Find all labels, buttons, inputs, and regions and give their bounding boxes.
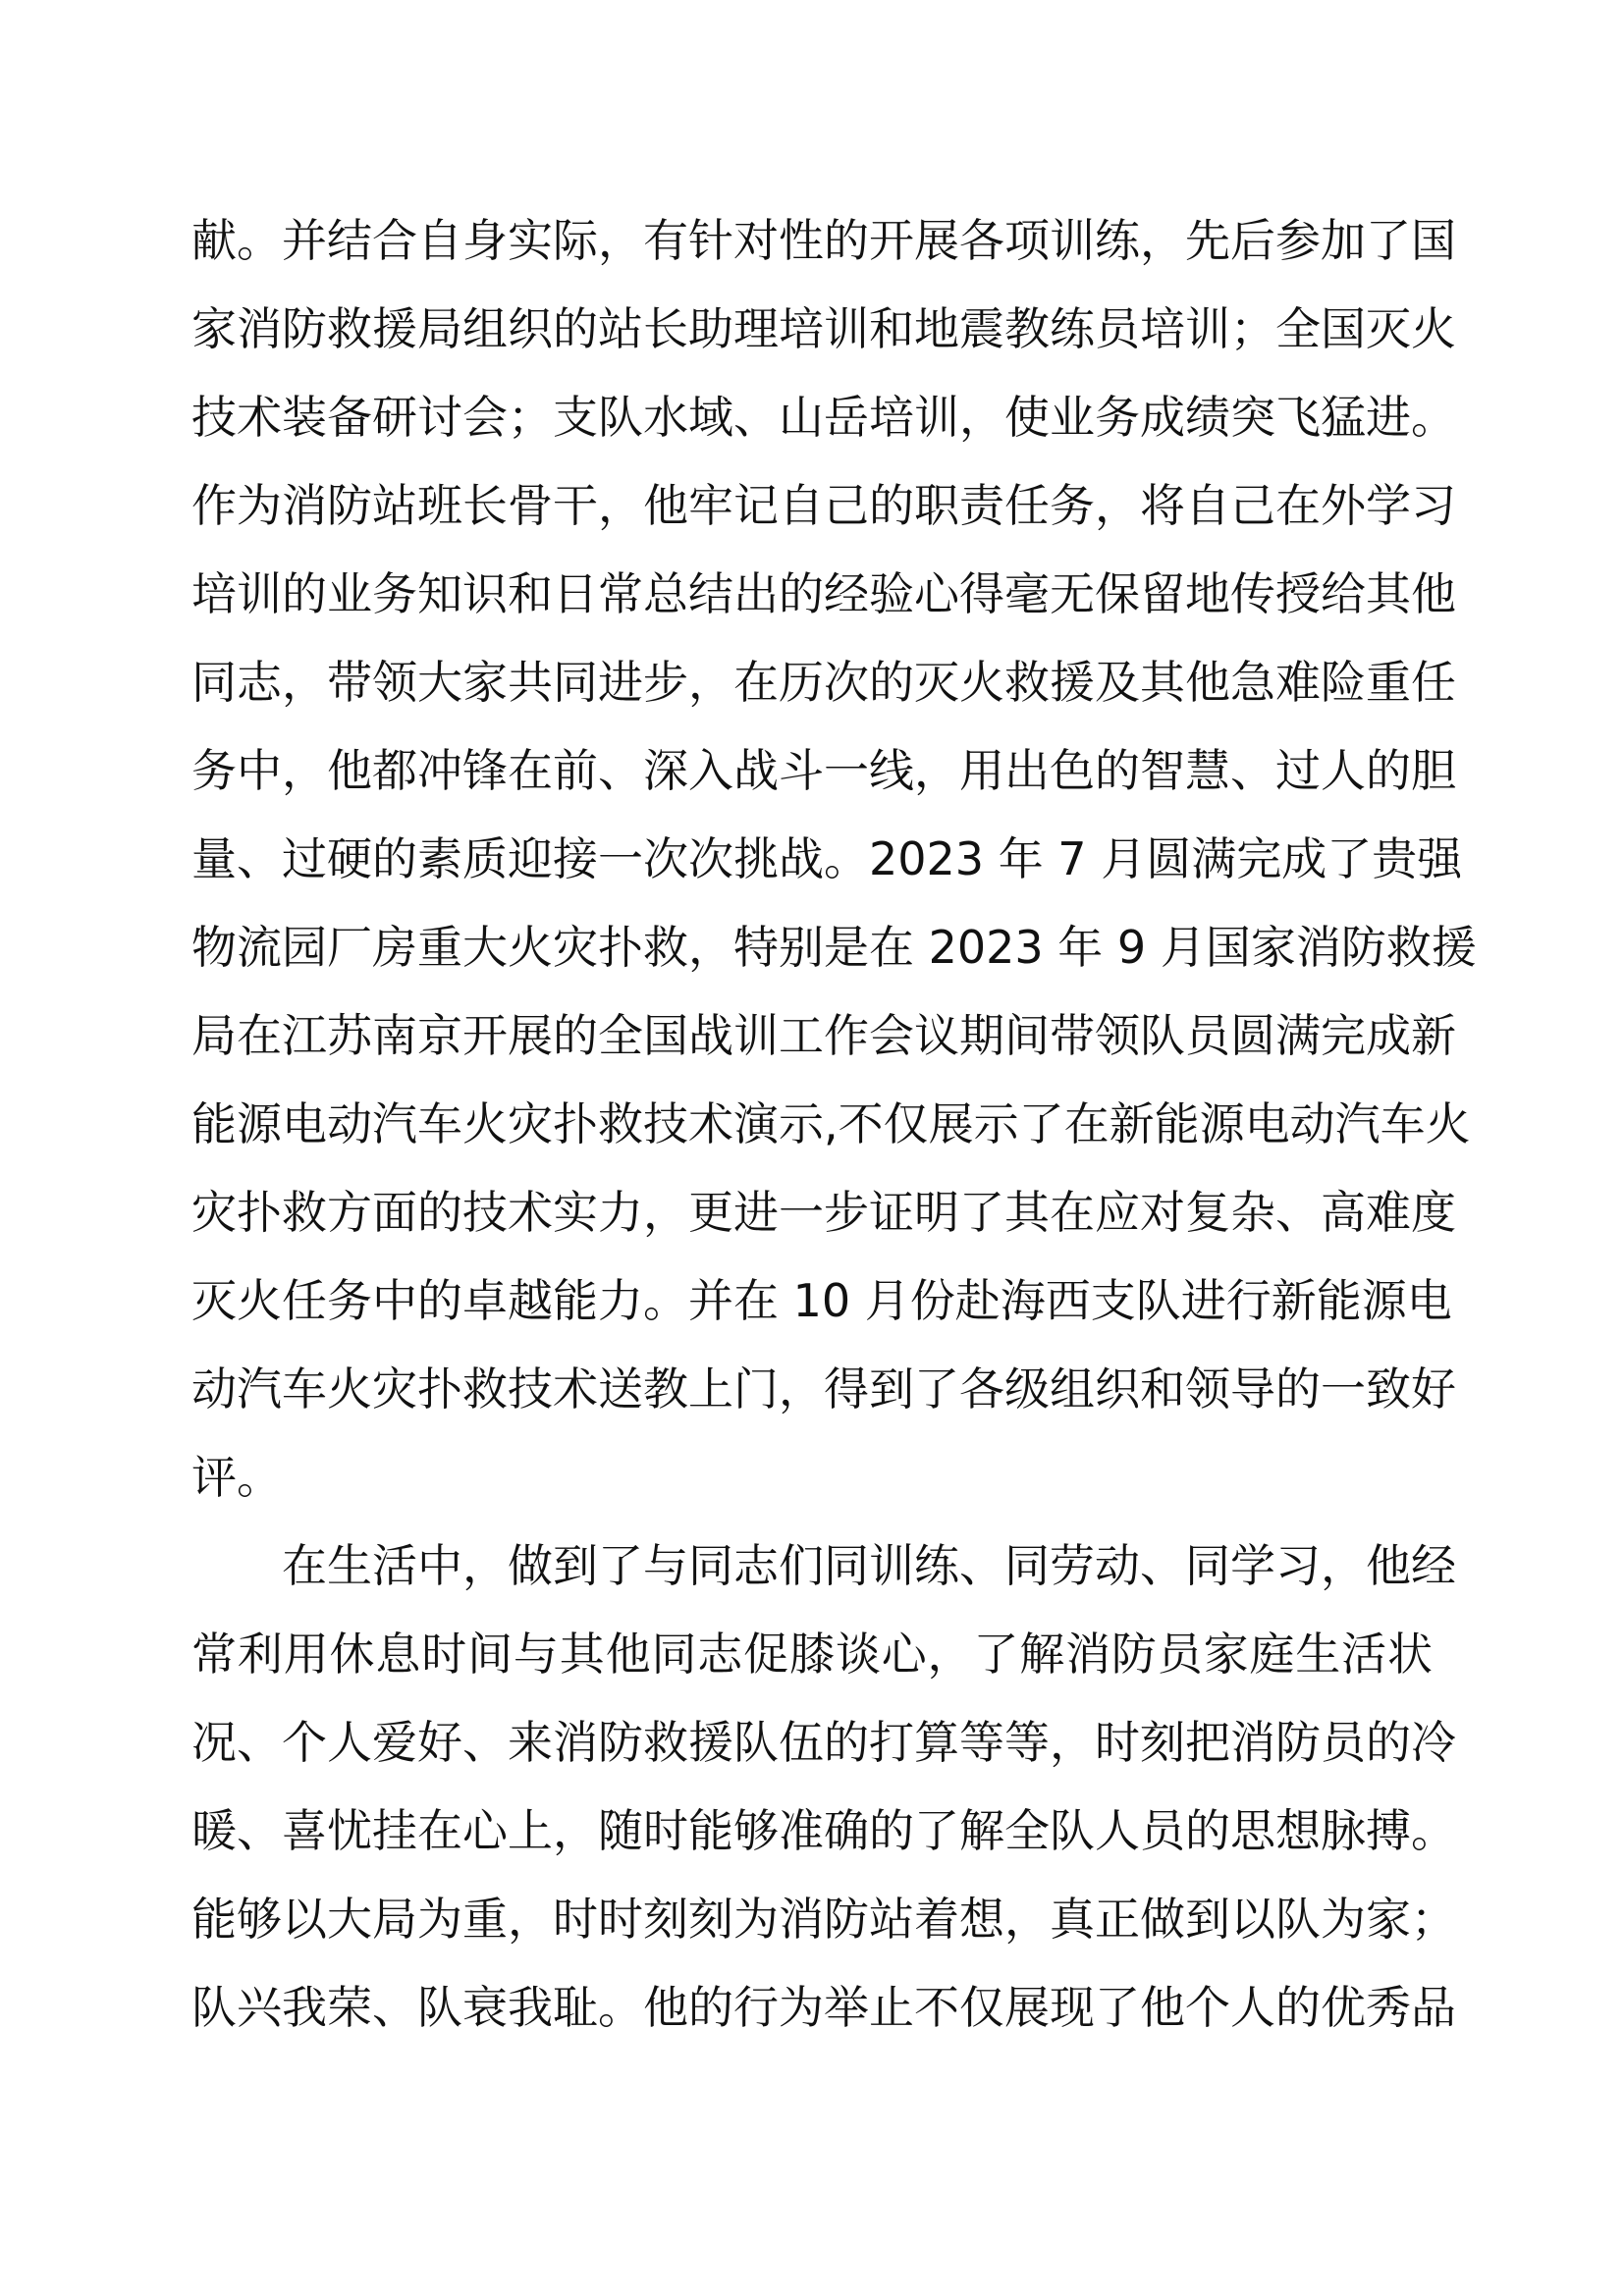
text-line: 同志，带领大家共同进步，在历次的灭火救援及其他急难险重任 <box>191 656 1456 709</box>
paragraph-start-line: 在生活中，做到了与同志们同训练、同劳动、同学习，他经 <box>191 1539 1456 1592</box>
text-line: 培训的业务知识和日常总结出的经验心得毫无保留地传授给其他 <box>191 567 1456 620</box>
text-line: 量、过硬的素质迎接一次次挑战。2023 年 7 月圆满完成了贵强 <box>191 832 1463 885</box>
text-line: 局在江苏南京开展的全国战训工作会议期间带领队员圆满完成新 <box>191 1009 1456 1062</box>
text-line: 队兴我荣、队衰我耻。他的行为举止不仅展现了他个人的优秀品 <box>191 1981 1456 2034</box>
text-line: 物流园厂房重大火灾扑救，特别是在 2023 年 9 月国家消防救援 <box>191 921 1477 974</box>
text-line: 献。并结合自身实际，有针对性的开展各项训练，先后参加了国 <box>191 214 1456 267</box>
text-line: 技术装备研讨会；支队水域、山岳培训，使业务成绩突飞猛进。 <box>191 391 1456 444</box>
paragraph-end-line: 评。 <box>191 1451 282 1504</box>
text-line: 能源电动汽车火灾扑救技术演示,不仅展示了在新能源电动汽车火 <box>191 1097 1471 1150</box>
text-line: 况、个人爱好、来消防救援队伍的打算等等，时刻把消防员的冷 <box>191 1716 1456 1769</box>
text-line: 作为消防站班长骨干，他牢记自己的职责任务，将自己在外学习 <box>191 479 1456 532</box>
text-line: 动汽车火灾扑救技术送教上门，得到了各级组织和领导的一致好 <box>191 1362 1456 1415</box>
text-line: 家消防救援局组织的站长助理培训和地震教练员培训；全国灭火 <box>191 302 1456 355</box>
text-line: 能够以大局为重，时时刻刻为消防站着想，真正做到以队为家； <box>191 1893 1456 1946</box>
text-line: 务中，他都冲锋在前、深入战斗一线，用出色的智慧、过人的胆 <box>191 744 1456 797</box>
text-line: 暖、喜忧挂在心上，随时能够准确的了解全队人员的思想脉搏。 <box>191 1804 1456 1857</box>
text-line: 灭火任务中的卓越能力。并在 10 月份赴海西支队进行新能源电 <box>191 1274 1452 1327</box>
text-line: 常利用休息时间与其他同志促膝谈心，了解消防员家庭生活状 <box>191 1628 1433 1681</box>
document-body <box>191 206 1477 2061</box>
text-line: 灾扑救方面的技术实力，更进一步证明了其在应对复杂、高难度 <box>191 1186 1456 1239</box>
